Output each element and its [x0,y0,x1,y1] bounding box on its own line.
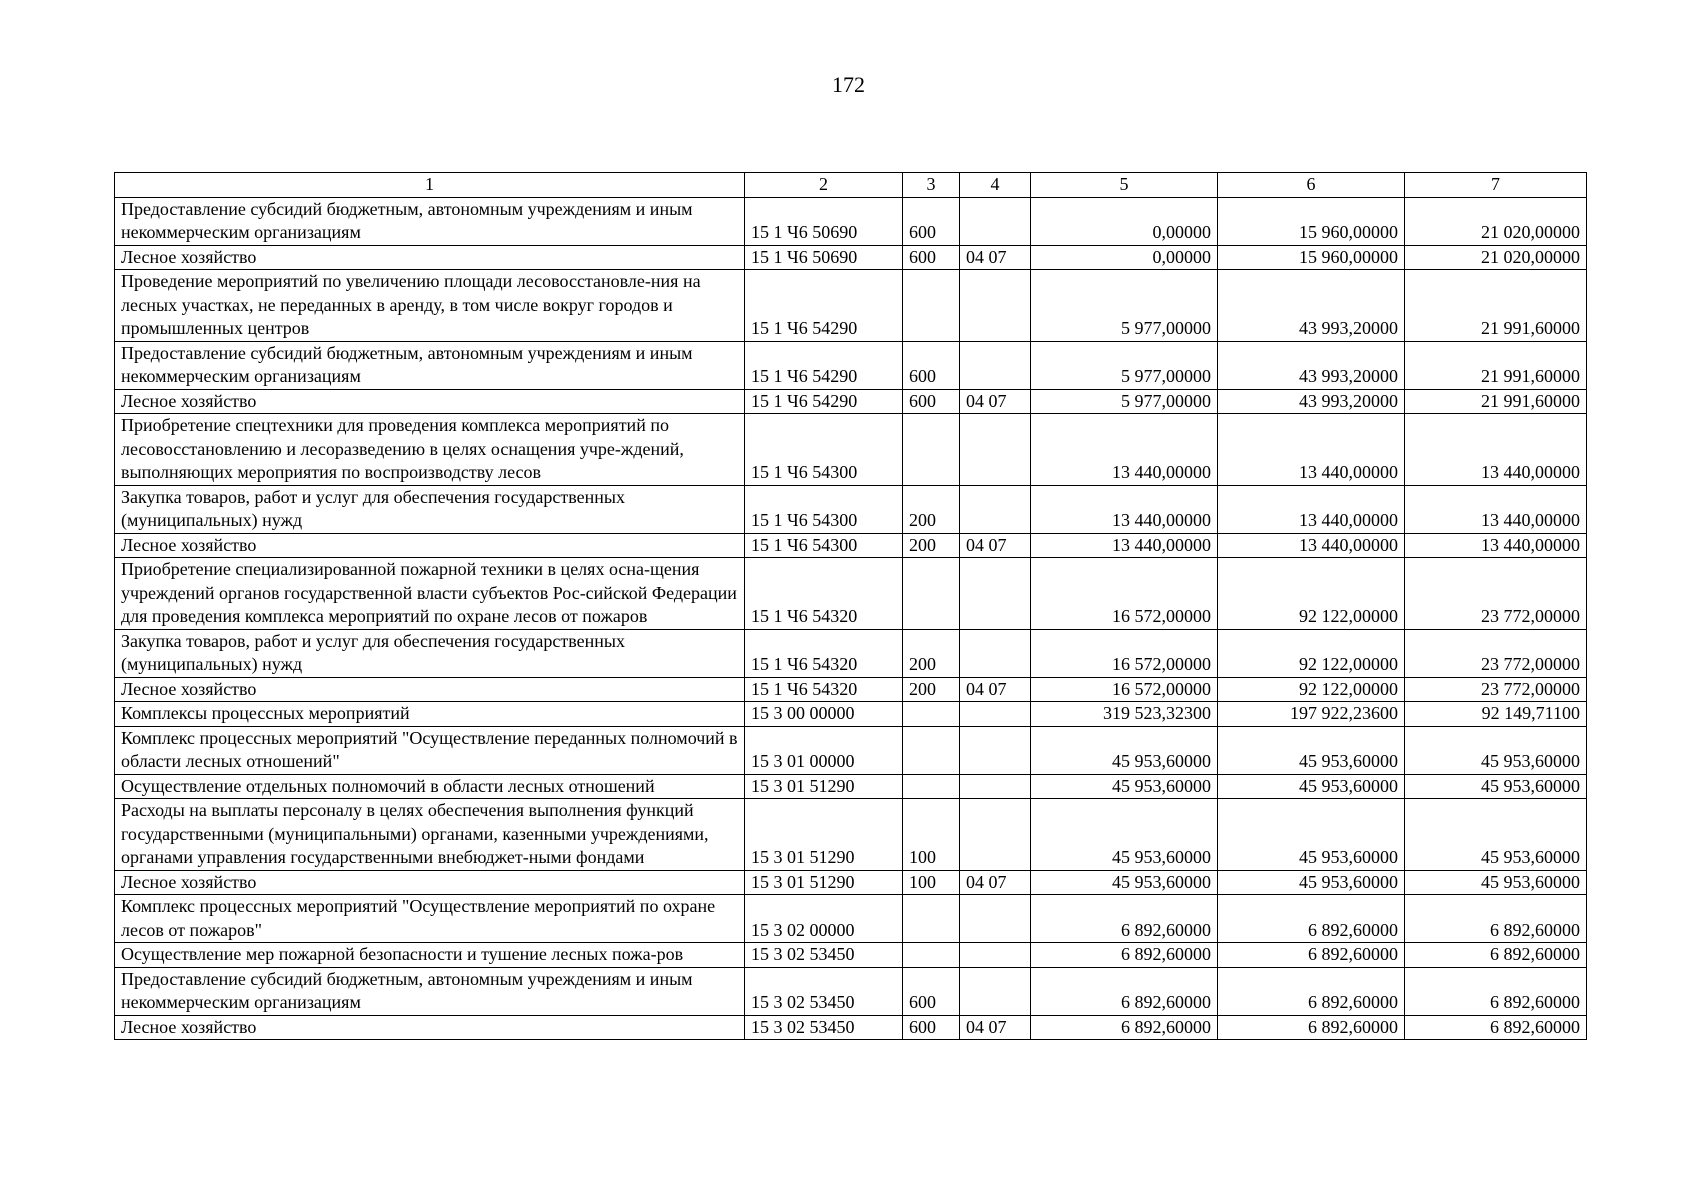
row-section-cell [960,702,1031,727]
budget-table [114,172,1587,1040]
row-section-cell [960,558,1031,630]
row-code-cell: 15 1 Ч6 50690 [745,197,903,245]
row-name-cell: Осуществление мер пожарной безопасности и тушение лесных пожа-ров [115,943,745,968]
row-value-col6-cell: 6 892,60000 [1218,1015,1405,1040]
row-value-col7-cell: 23 772,00000 [1405,558,1587,630]
table-row [115,895,1587,943]
row-expense-type-cell [903,558,960,630]
table-row [115,774,1587,799]
column-header: 3 [903,173,960,198]
table-row [115,677,1587,702]
row-value-col5-cell: 6 892,60000 [1031,943,1218,968]
row-value-col5-cell: 45 953,60000 [1031,799,1218,871]
table-row [115,726,1587,774]
row-code-cell: 15 1 Ч6 50690 [745,245,903,270]
table-row [115,197,1587,245]
row-expense-type-cell: 600 [903,967,960,1015]
row-expense-type-cell [903,943,960,968]
table-row [115,943,1587,968]
row-section-cell: 04 07 [960,533,1031,558]
table-row [115,1015,1587,1040]
table-row [115,702,1587,727]
column-header: 1 [115,173,745,198]
row-section-cell [960,774,1031,799]
row-value-col5-cell: 13 440,00000 [1031,533,1218,558]
row-value-col6-cell: 45 953,60000 [1218,870,1405,895]
row-name-cell: Лесное хозяйство [115,245,745,270]
row-value-col6-cell: 13 440,00000 [1218,485,1405,533]
row-code-cell: 15 1 Ч6 54320 [745,558,903,630]
row-code-cell: 15 1 Ч6 54300 [745,533,903,558]
table-row [115,558,1587,630]
row-value-col7-cell: 21 020,00000 [1405,245,1587,270]
row-value-col6-cell: 6 892,60000 [1218,967,1405,1015]
row-code-cell: 15 1 Ч6 54290 [745,341,903,389]
row-value-col6-cell: 45 953,60000 [1218,726,1405,774]
row-expense-type-cell: 200 [903,485,960,533]
row-name-cell: Закупка товаров, работ и услуг для обеспечения государственных (муниципальных) нужд [115,629,745,677]
row-expense-type-cell: 600 [903,389,960,414]
row-name-cell: Лесное хозяйство [115,533,745,558]
row-code-cell: 15 3 01 51290 [745,799,903,871]
row-expense-type-cell: 200 [903,629,960,677]
row-code-cell: 15 1 Ч6 54290 [745,270,903,342]
row-section-cell [960,943,1031,968]
row-expense-type-cell [903,702,960,727]
row-value-col7-cell: 21 991,60000 [1405,389,1587,414]
row-value-col6-cell: 15 960,00000 [1218,245,1405,270]
row-value-col7-cell: 45 953,60000 [1405,870,1587,895]
row-name-cell: Комплексы процессных мероприятий [115,702,745,727]
row-name-cell: Приобретение специализированной пожарной техники в целях осна-щения учреждений органов государственной власти субъектов Рос-сийской Федерации для проведения комплекса мероприятий по охране лесов от пожаров [115,558,745,630]
row-value-col6-cell: 6 892,60000 [1218,895,1405,943]
row-expense-type-cell [903,270,960,342]
row-section-cell: 04 07 [960,389,1031,414]
row-name-cell: Предоставление субсидий бюджетным, автономным учреждениям и иным некоммерческим организациям [115,341,745,389]
table-body [115,197,1587,1040]
row-expense-type-cell: 200 [903,677,960,702]
row-code-cell: 15 3 00 00000 [745,702,903,727]
row-value-col7-cell: 45 953,60000 [1405,799,1587,871]
row-expense-type-cell: 200 [903,533,960,558]
row-value-col7-cell: 6 892,60000 [1405,895,1587,943]
row-name-cell: Закупка товаров, работ и услуг для обеспечения государственных (муниципальных) нужд [115,485,745,533]
row-expense-type-cell: 600 [903,245,960,270]
row-value-col6-cell: 45 953,60000 [1218,799,1405,871]
row-expense-type-cell: 100 [903,799,960,871]
column-header: 6 [1218,173,1405,198]
row-section-cell [960,414,1031,486]
row-value-col7-cell: 21 991,60000 [1405,341,1587,389]
row-value-col7-cell: 23 772,00000 [1405,629,1587,677]
header-row [115,173,1587,198]
row-value-col6-cell: 197 922,23600 [1218,702,1405,727]
row-name-cell: Осуществление отдельных полномочий в области лесных отношений [115,774,745,799]
row-code-cell: 15 3 01 51290 [745,774,903,799]
column-header: 2 [745,173,903,198]
row-value-col7-cell: 45 953,60000 [1405,726,1587,774]
row-expense-type-cell [903,774,960,799]
row-value-col7-cell: 13 440,00000 [1405,485,1587,533]
row-value-col5-cell: 5 977,00000 [1031,270,1218,342]
row-code-cell: 15 3 02 53450 [745,1015,903,1040]
row-value-col6-cell: 43 993,20000 [1218,341,1405,389]
row-section-cell [960,485,1031,533]
table-row [115,341,1587,389]
row-section-cell: 04 07 [960,245,1031,270]
row-expense-type-cell [903,726,960,774]
row-value-col7-cell: 6 892,60000 [1405,1015,1587,1040]
row-section-cell [960,341,1031,389]
row-value-col6-cell: 15 960,00000 [1218,197,1405,245]
row-code-cell: 15 3 01 51290 [745,870,903,895]
row-value-col7-cell: 23 772,00000 [1405,677,1587,702]
row-value-col5-cell: 0,00000 [1031,245,1218,270]
row-code-cell: 15 3 02 53450 [745,967,903,1015]
row-value-col7-cell: 21 020,00000 [1405,197,1587,245]
row-section-cell [960,270,1031,342]
table-row [115,967,1587,1015]
row-name-cell: Комплекс процессных мероприятий "Осуществление мероприятий по охране лесов от пожаров" [115,895,745,943]
row-section-cell [960,197,1031,245]
row-name-cell: Лесное хозяйство [115,389,745,414]
row-value-col5-cell: 5 977,00000 [1031,341,1218,389]
row-value-col7-cell: 45 953,60000 [1405,774,1587,799]
row-value-col6-cell: 6 892,60000 [1218,943,1405,968]
row-name-cell: Приобретение спецтехники для проведения комплекса мероприятий по лесовосстановлению и лесоразведению в целях оснащения учре-ждений, выполняющих мероприятия по воспроизводству лесов [115,414,745,486]
row-code-cell: 15 1 Ч6 54300 [745,414,903,486]
table-row [115,533,1587,558]
row-value-col5-cell: 13 440,00000 [1031,485,1218,533]
row-code-cell: 15 3 02 53450 [745,943,903,968]
row-value-col5-cell: 45 953,60000 [1031,726,1218,774]
row-name-cell: Лесное хозяйство [115,677,745,702]
row-section-cell [960,967,1031,1015]
table-header [115,173,1587,198]
row-section-cell: 04 07 [960,677,1031,702]
row-value-col5-cell: 6 892,60000 [1031,967,1218,1015]
row-value-col6-cell: 45 953,60000 [1218,774,1405,799]
row-value-col5-cell: 319 523,32300 [1031,702,1218,727]
row-name-cell: Предоставление субсидий бюджетным, автономным учреждениям и иным некоммерческим организациям [115,197,745,245]
row-value-col7-cell: 6 892,60000 [1405,943,1587,968]
row-value-col5-cell: 0,00000 [1031,197,1218,245]
row-name-cell: Лесное хозяйство [115,1015,745,1040]
table-row [115,414,1587,486]
row-value-col7-cell: 21 991,60000 [1405,270,1587,342]
row-code-cell: 15 1 Ч6 54290 [745,389,903,414]
table-row [115,485,1587,533]
row-expense-type-cell [903,414,960,486]
row-value-col5-cell: 45 953,60000 [1031,774,1218,799]
row-value-col5-cell: 16 572,00000 [1031,677,1218,702]
row-value-col5-cell: 16 572,00000 [1031,558,1218,630]
row-code-cell: 15 1 Ч6 54300 [745,485,903,533]
row-value-col5-cell: 45 953,60000 [1031,870,1218,895]
row-expense-type-cell: 100 [903,870,960,895]
table-row [115,270,1587,342]
column-header: 5 [1031,173,1218,198]
row-value-col6-cell: 13 440,00000 [1218,533,1405,558]
row-value-col7-cell: 92 149,71100 [1405,702,1587,727]
table-row [115,629,1587,677]
row-code-cell: 15 1 Ч6 54320 [745,677,903,702]
row-name-cell: Расходы на выплаты персоналу в целях обеспечения выполнения функций государственными (муниципальными) органами, казенными учреждениями, органами управления государственными внебюджет-ными фондами [115,799,745,871]
row-value-col6-cell: 92 122,00000 [1218,677,1405,702]
row-value-col5-cell: 6 892,60000 [1031,895,1218,943]
row-code-cell: 15 3 01 00000 [745,726,903,774]
row-value-col5-cell: 6 892,60000 [1031,1015,1218,1040]
row-value-col6-cell: 92 122,00000 [1218,629,1405,677]
table-row [115,245,1587,270]
row-code-cell: 15 3 02 00000 [745,895,903,943]
row-value-col7-cell: 13 440,00000 [1405,533,1587,558]
row-section-cell [960,726,1031,774]
row-section-cell: 04 07 [960,870,1031,895]
row-expense-type-cell: 600 [903,341,960,389]
row-expense-type-cell: 600 [903,197,960,245]
row-value-col5-cell: 16 572,00000 [1031,629,1218,677]
row-name-cell: Предоставление субсидий бюджетным, автономным учреждениям и иным некоммерческим организациям [115,967,745,1015]
row-name-cell: Проведение мероприятий по увеличению площади лесовосстановле-ния на лесных участках, не переданных в аренду, в том числе вокруг городов и промышленных центров [115,270,745,342]
row-section-cell [960,895,1031,943]
row-section-cell: 04 07 [960,1015,1031,1040]
row-value-col6-cell: 43 993,20000 [1218,270,1405,342]
table-row [115,799,1587,871]
row-name-cell: Лесное хозяйство [115,870,745,895]
row-section-cell [960,799,1031,871]
row-value-col7-cell: 13 440,00000 [1405,414,1587,486]
row-value-col7-cell: 6 892,60000 [1405,967,1587,1015]
table-row [115,389,1587,414]
row-value-col6-cell: 92 122,00000 [1218,558,1405,630]
row-code-cell: 15 1 Ч6 54320 [745,629,903,677]
row-expense-type-cell [903,895,960,943]
row-section-cell [960,629,1031,677]
column-header: 7 [1405,173,1587,198]
row-name-cell: Комплекс процессных мероприятий "Осуществление переданных полномочий в области лесных отношений" [115,726,745,774]
row-value-col6-cell: 13 440,00000 [1218,414,1405,486]
row-expense-type-cell: 600 [903,1015,960,1040]
row-value-col5-cell: 5 977,00000 [1031,389,1218,414]
row-value-col5-cell: 13 440,00000 [1031,414,1218,486]
row-value-col6-cell: 43 993,20000 [1218,389,1405,414]
page-number: 172 [832,72,865,97]
column-header: 4 [960,173,1031,198]
table-row [115,870,1587,895]
